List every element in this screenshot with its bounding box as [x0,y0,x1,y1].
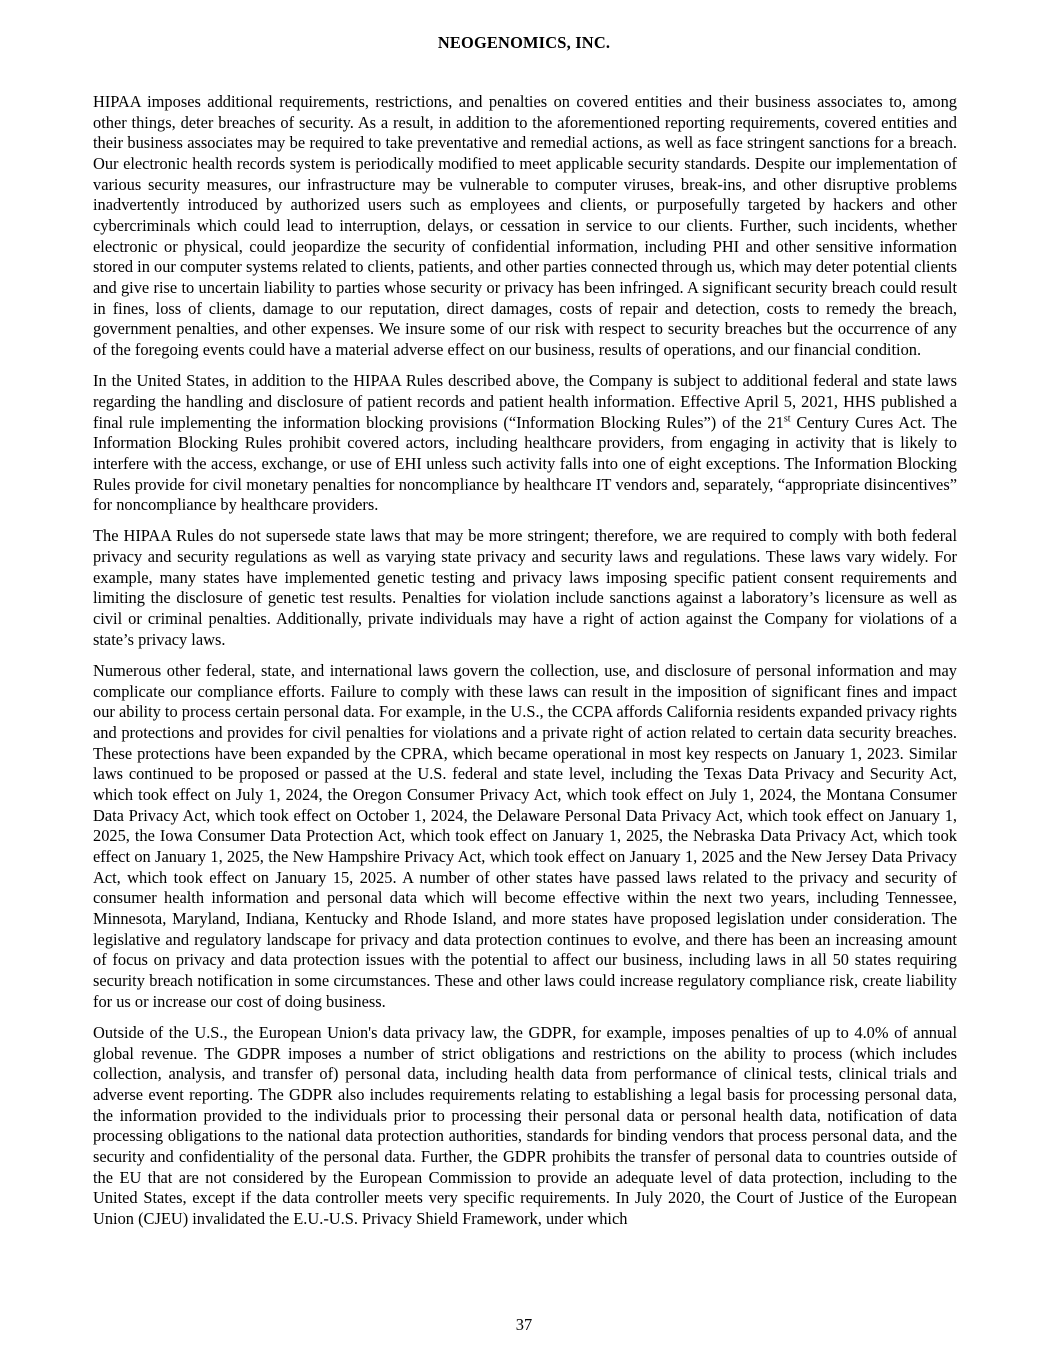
paragraph-information-blocking-rules [93,371,957,516]
paragraph-ccpa-state-data-privacy-acts: Numerous other federal, state, and international laws govern the collection, use, and disclosure of personal information and may complicate our compliance efforts. Failure to comply with these laws can result in the imposition of significant fines and impact our ability to process certain personal data. For example, in the U.S., the CCPA affords California residents expanded privacy rights and protections and provides for civil penalties for violations and a private right of action related to certain data security breaches. These protections have been expanded by the CPRA, which became operational in most key respects on January 1, 2023. Similar laws continued to be proposed or passed at the U.S. federal and state level, including the Texas Data Privacy and Security Act, which took effect on July 1, 2024, the Oregon Consumer Privacy Act, which took effect on July 1, 2024, the Montana Consumer Data Privacy Act, which took effect on October 1, 2024, the Delaware Personal Data Privacy Act, which took effect on January 1, 2025, the Iowa Consumer Data Protection Act, which took effect on January 1, 2025, the Nebraska Data Privacy Act, which took effect on January 1, 2025, the New Hampshire Privacy Act, which took effect on January 1, 2025 and the New Jersey Data Privacy Act, which took effect on January 15, 2025. A number of other states have passed laws related to the privacy and security of consumer health information and personal data which will become effective within the next two years, including Tennessee, Minnesota, Maryland, Indiana, Kentucky and Rhode Island, and more states have proposed legislation under consideration. The legislative and regulatory landscape for privacy and data protection continues to evolve, and there has been an increasing amount of focus on privacy and data protection issues with the potential to affect our business, including laws in all 50 states requiring security breach notification in some circumstances. These and other laws could increase regulatory compliance risk, create liability for us or increase our cost of doing business. [93,660,957,1011]
paragraph-hipaa-security-breaches: HIPAA imposes additional requirements, restrictions, and penalties on covered entities and their business associates to, among other things, deter breaches of security. As a result, in addition to the aforementioned reporting requirements, covered entities and their business associates may be required to take preventative and remedial actions, as well as face stringent sanctions for a breach. Our electronic health records system is periodically modified to meet applicable security standards. Despite our implementation of various security measures, our infrastructure may be vulnerable to computer viruses, break-ins, and other disruptive problems inadvertently introduced by authorized users such as employees and clients, or purposefully targeted by hackers and other cybercriminals which could lead to interruption, delays, or cessation in service to our clients. Further, such incidents, whether electronic or physical, could jeopardize the security of confidential information, including PHI and other sensitive information stored in our computer systems related to clients, patients, and other parties connected through us, which may deter potential clients and give rise to uncertain liability to parties whose security or privacy has been infringed. A significant security breach could result in fines, loss of clients, damage to our reputation, direct damages, costs of repair and detection, costs to remedy the breach, government penalties, and other expenses. We insure some of our risk with respect to security breaches but the occurrence of any of the foregoing events could have a material adverse effect on our business, results of operations, and our financial condition. [93,92,957,360]
document-body [0,53,1048,1230]
superscript-ordinal: st [783,413,791,425]
page-title: NEOGENOMICS, INC. [437,33,611,52]
paragraph-gdpr: Outside of the U.S., the European Union's data privacy law, the GDPR, for example, imposes penalties of up to 4.0% of annual global revenue. The GDPR imposes a number of strict obligations and restrictions on the ability to process (which includes collection, analysis, and transfer of) personal data, including health data from performance of clinical tests, clinical trials and adverse event reporting. The GDPR also includes requirements relating to establishing a legal basis for processing personal data, the information provided to the individuals prior to processing their personal data or personal health data, notification of data processing obligations to the national data protection authorities, standards for binding vendors that process personal data, and the security and confidentiality of the personal data. Further, the GDPR prohibits the transfer of personal data to countries outside of the EU that are not considered by the European Commission to provide an adequate level of data protection, including to the United States, except if the data controller meets very specific requirements. In July 2020, the Court of Justice of the European Union (CJEU) invalidated the E.U.-U.S. Privacy Shield Framework, under which [93,1022,957,1228]
paragraph-text-segment: Century Cures Act. The Information Blocking Rules prohibit covered actors, including healthcare providers, from engaging in activity that is likely to interfere with the access, exchange, or use of EHI unless such activity falls into one of eight exceptions. The Information Blocking Rules provide for civil monetary penalties for noncompliance by healthcare IT vendors and, separately, “appropriate disincentives” for noncompliance by healthcare providers. [93,412,957,515]
paragraph-text-segment: In the United States, in addition to the HIPAA Rules described above, the Company is subject to additional federal and state laws regarding the handling and disclosure of patient records and patient health information. Effective April 5, 2021, HHS published a final rule implementing the information blocking provisions (“Information Blocking Rules”) of the 21 [93,371,957,432]
page-number: 37 [515,1315,533,1334]
paragraph-state-privacy-laws: The HIPAA Rules do not supersede state laws that may be more stringent; therefore, we are required to comply with both federal privacy and security regulations as well as varying state privacy and security laws and regulations. These laws vary widely. For example, many states have implemented genetic testing and privacy laws imposing specific patient consent requirements and limiting the disclosure of genetic test results. Penalties for violation include sanctions against a laboratory’s licensure as well as civil or criminal penalties. Additionally, private individuals may have a right of action against the Company for violations of a state’s privacy laws. [93,526,957,649]
